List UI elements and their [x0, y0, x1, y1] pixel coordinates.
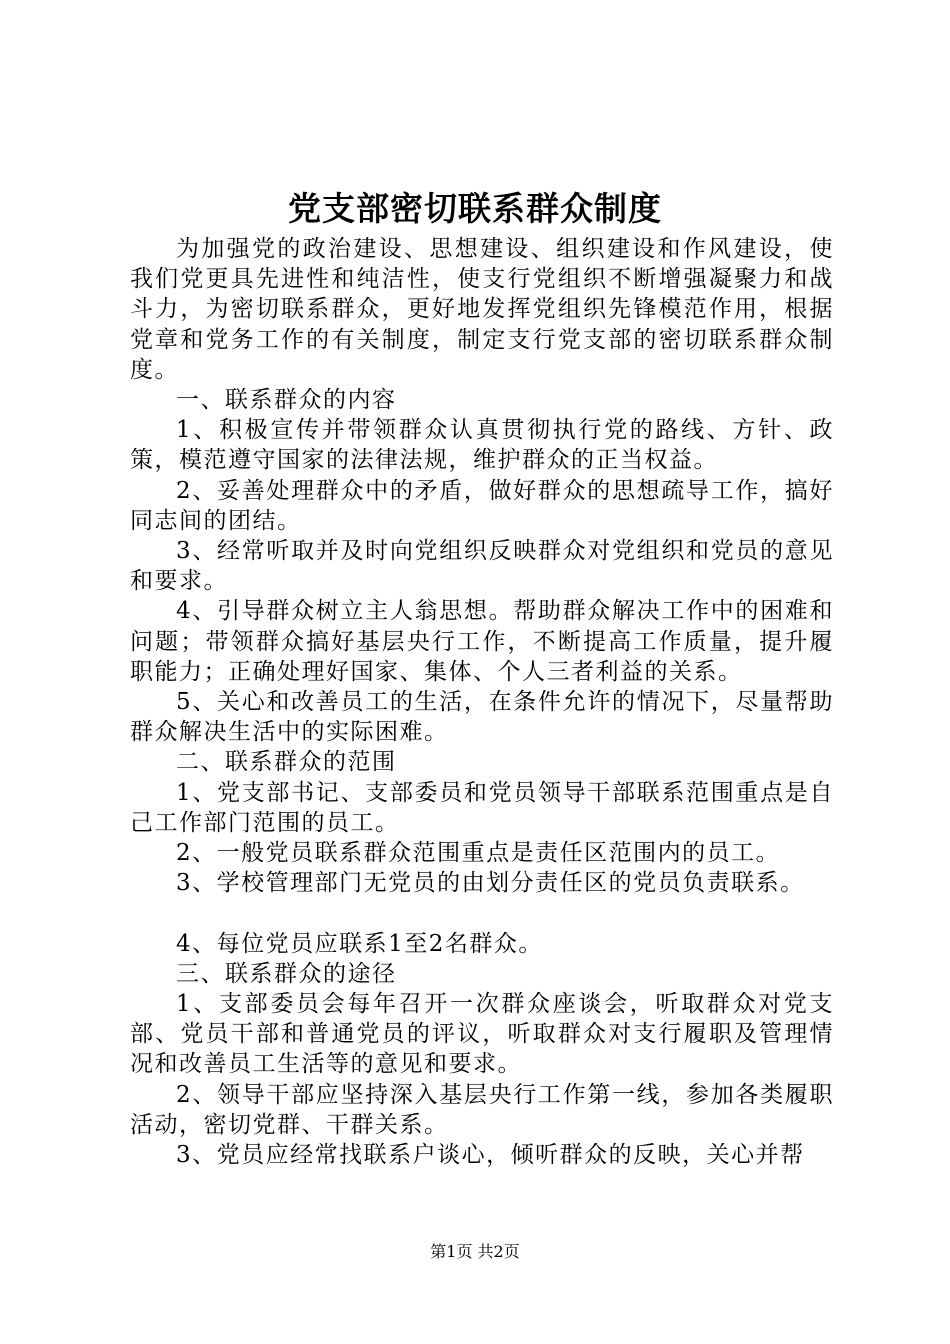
approach-item-3: 3、党员应经常找联系户谈心，倾听群众的反映，关心并帮 — [176, 1142, 805, 1169]
section-heading-scope: 二、联系群众的范围 — [176, 749, 397, 776]
content-item-5: 5、关心和改善员工的生活，在条件允许的情况下，尽量帮助群众解决生活中的实际困难。 — [130, 689, 834, 746]
scope-item-3: 3、学校管理部门无党员的由划分责任区的党员负责联系。 — [176, 870, 805, 897]
approach-item-1: 1、支部委员会每年召开一次群众座谈会，听取群众对党支部、党员干部和普通党员的评议，听取群众对支行履职及管理情况和改善员工生活等的意见和要求。 — [130, 991, 834, 1078]
content-item-2: 2、妥善处理群众中的矛盾，做好群众的思想疏导工作，搞好同志间的团结。 — [130, 477, 834, 534]
content-item-3: 3、经常听取并及时向党组织反映群众对党组织和党员的意见和要求。 — [130, 538, 834, 595]
blank-line — [130, 898, 834, 928]
scope-item-4: 4、每位党员应联系1至2名群众。 — [176, 930, 543, 957]
content-item-4: 4、引导群众树立主人翁思想。帮助群众解决工作中的困难和问题；带领群众搞好基层央行工作，不断提高工作质量，提升履职能力；正确处理好国家、集体、个人三者利益的关系。 — [130, 598, 834, 685]
document-body — [130, 234, 834, 1170]
intro-paragraph: 为加强党的政治建设、思想建设、组织建设和作风建设，使我们党更具先进性和纯洁性，使支行党组织不断增强凝聚力和战斗力，为密切联系群众，更好地发挥党组织先锋模范作用，根据党章和党务工作的有关制度，制定支行党支部的密切联系群众制度。 — [130, 236, 834, 383]
approach-item-2: 2、领导干部应坚持深入基层央行工作第一线，参加各类履职活动，密切党群、干群关系。 — [130, 1081, 834, 1138]
section-heading-content: 一、联系群众的内容 — [176, 387, 397, 414]
scope-item-1: 1、党支部书记、支部委员和党员领导干部联系范围重点是自己工作部门范围的员工。 — [130, 779, 834, 836]
content-item-1: 1、积极宣传并带领群众认真贯彻执行党的路线、方针、政策，模范遵守国家的法律法规，维护群众的正当权益。 — [130, 417, 834, 474]
document-title: 党支部密切联系群众制度 — [288, 189, 662, 228]
scope-item-2: 2、一般党员联系群众范围重点是责任区范围内的员工。 — [176, 840, 781, 867]
page-number: 第1页 共2页 — [430, 1242, 520, 1261]
section-heading-approach: 三、联系群众的途径 — [176, 960, 397, 987]
